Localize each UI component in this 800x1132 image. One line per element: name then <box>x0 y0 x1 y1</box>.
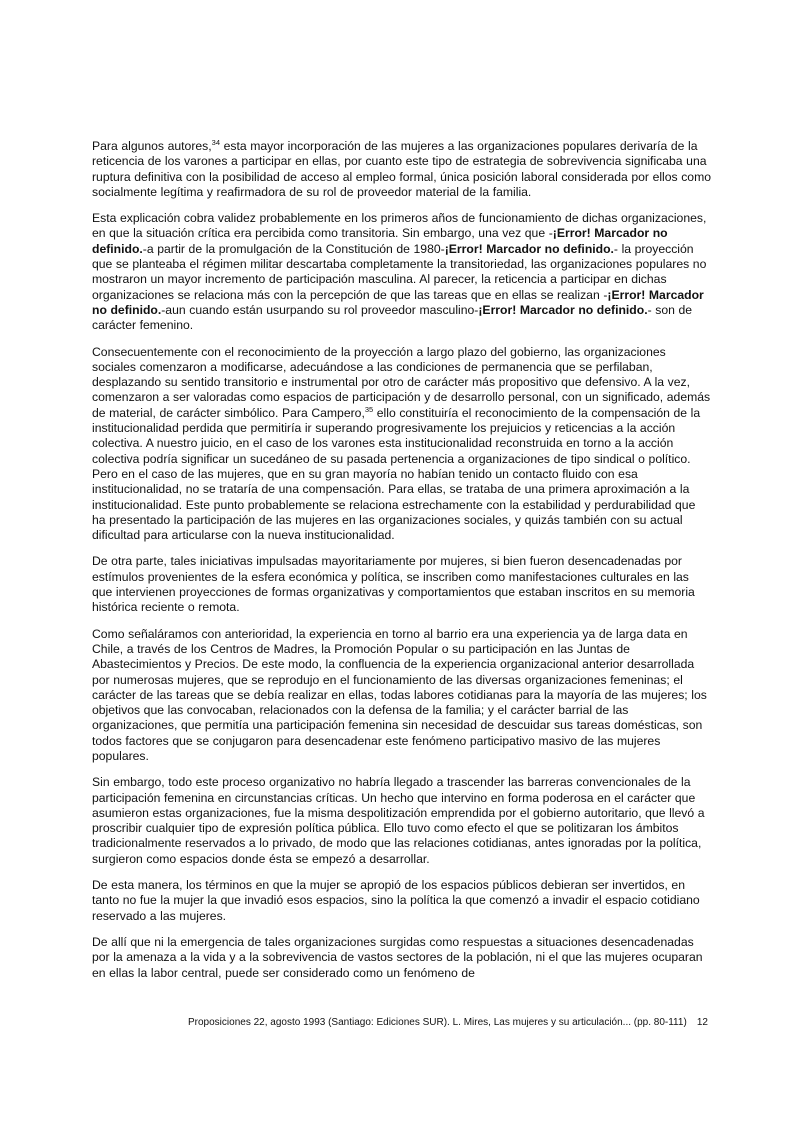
paragraph-5: Como señaláramos con anterioridad, la experiencia en torno al barrio era una experiencia ya de larga data en Chile, a través de los Centros de Madres, la Promoción Popular o su participación en las Juntas de Abastecimientos y Precios. De este modo, la confluencia de la experiencia organizacional anterior desarrollada por numerosas mujeres, que se reprodujo en el funcionamiento de las diversas organizaciones femeninas; el carácter de las tareas que se debía realizar en ellas, todas labores cotidianas para la mayoría de las mujeres; los objetivos que las convocaban, relacionados con la defensa de la familia; y el carácter barrial de las organizaciones, que permitía una participación femenina sin necesidad de descuidar sus tareas domésticas, son todos factores que se conjugaron para desencadenar este fenómeno participativo masivo de las mujeres populares. <box>92 626 707 763</box>
bookmark-error: ¡Error! Marcador no definido. <box>92 287 704 317</box>
text-run: Para algunos autores, <box>92 139 212 153</box>
page-number: 12 <box>696 1017 708 1028</box>
text-run: - la proyección que se planteaba el régimen militar descartaba completamente la transitoriedad, las organizaciones populares no mostraron un mayor incremento de participación masculina. Al parecer, la reticencia a participar en dichas organizaciones se relaciona más con la percepción de que las tareas que en ellas se realizan - <box>92 241 707 302</box>
text-run: -aun cuando están usurpando su rol proveedor masculino- <box>161 302 479 317</box>
text-run: esta mayor incorporación de las mujeres a las organizaciones populares derivaría de la reticencia de los varones a participar en ellas, por cuanto este tipo de estrategia de sobrevivencia significaba una ruptura definitiva con la posibilidad de acceso al empleo formal, única posición laboral considerada por ellos como socialmente legítima y reafirmadora de su rol de proveedor material de la familia. <box>92 139 712 199</box>
paragraph-8: De allí que ni la emergencia de tales organizaciones surgidas como respuestas a situaciones desencadenadas por la amenaza a la vida y a la sobrevivencia de vastos sectores de la población, ni el que las mujeres ocuparan en ellas la labor central, puede ser considerado como un fenómeno de <box>92 934 703 980</box>
bookmark-error: ¡Error! Marcador no definido. <box>444 241 614 256</box>
text-run: Esta explicación cobra validez probablemente en los primeros años de funcionamiento de dichas organizaciones, en que la situación crítica era percibida como transitoria. Sin embargo, una vez que - <box>92 211 707 241</box>
text-run: - son de carácter femenino. <box>92 302 693 333</box>
footnote-ref-35[interactable]: 35 <box>364 404 374 414</box>
bookmark-error: ¡Error! Marcador no definido. <box>478 302 648 317</box>
page-footer-citation: Proposiciones 22, agosto 1993 (Santiago: Ediciones SUR). L. Mires, Las mujeres y su articulación... (pp. 80-111) <box>188 1017 687 1028</box>
paragraph-6: Sin embargo, todo este proceso organizativo no habría llegado a trascender las barreras convencionales de la participación femenina en circunstancias críticas. Un hecho que intervino en forma poderosa en el carácter que asumieron estas organizaciones, fue la misma despolitización emprendida por el gobierno autoritario, que llevó a proscribir cualquier tipo de expresión política pública. Ello tuvo como efecto el que se politizaran los ámbitos tradicionalmente reservados a lo privado, de modo que las relaciones cotidianas, antes ignoradas por la política, surgieron como espacios donde ésta se empezó a desarrollar. <box>92 775 705 866</box>
text-run: Consecuentemente con el reconocimiento de la proyección a largo plazo del gobierno, las organizaciones sociales comenzaron a modificarse, adecuándose a las condiciones de permanencia que se perfilaban, desplazando su sentido transitorio e instrumental por otro de carácter más propositivo que defensivo. A la vez, comenzaron a ser valoradas como espacios de participación y de desarrollo personal, con un significado, además de material, de carácter simbólico. Para Campero, <box>92 344 711 420</box>
page-body <box>92 139 712 992</box>
paragraph-1 <box>92 139 712 200</box>
paragraph-3 <box>92 345 712 544</box>
footnote-ref-34[interactable]: 34 <box>211 138 220 147</box>
text-run: -a partir de la promulgación de la Constitución de 1980- <box>142 241 445 256</box>
bookmark-error: ¡Error! Marcador no definido. <box>92 226 668 256</box>
paragraph-4: De otra parte, tales iniciativas impulsadas mayoritariamente por mujeres, si bien fueron desencadenadas por estímulos provenientes de la esfera económica y política, se inscriben como manifestaciones culturales en las que intervienen proyecciones de formas organizativas y comportamientos que estaban inscritos en su memoria histórica reciente o remota. <box>92 554 695 615</box>
paragraph-2 <box>92 211 712 333</box>
text-run: ello constituiría el reconocimiento de la compensación de la institucionalidad perdida que permitiría ir superando progresivamente los prejuicios y reticencias a la acción colectiva. A nuestro juicio, en el caso de los varones esta institucionalidad reconstruida en torno a la acción colectiva podría significar un sucedáneo de su pasada pertenencia a organizaciones de tipo sindical o político. Pero en el caso de las mujeres, que en su gran mayoría no habían tenido un contacto fluido con esa institucionalidad, no se trataría de una compensación. Para ellas, se trataba de una primera aproximación a la institucionalidad. Este punto probablemente se relaciona estrechamente con la estabilidad y perdurabilidad que ha presentado la participación de las mujeres en las organizaciones sociales, y quizás también con su actual dificultad para articularse con la nueva institucionalidad. <box>92 405 701 543</box>
paragraph-7: De esta manera, los términos en que la mujer se apropió de los espacios públicos debieran ser invertidos, en tanto no fue la mujer la que invadió esos espacios, sino la política la que comenzó a invadir el espacio cotidiano reservado a las mujeres. <box>92 878 700 923</box>
